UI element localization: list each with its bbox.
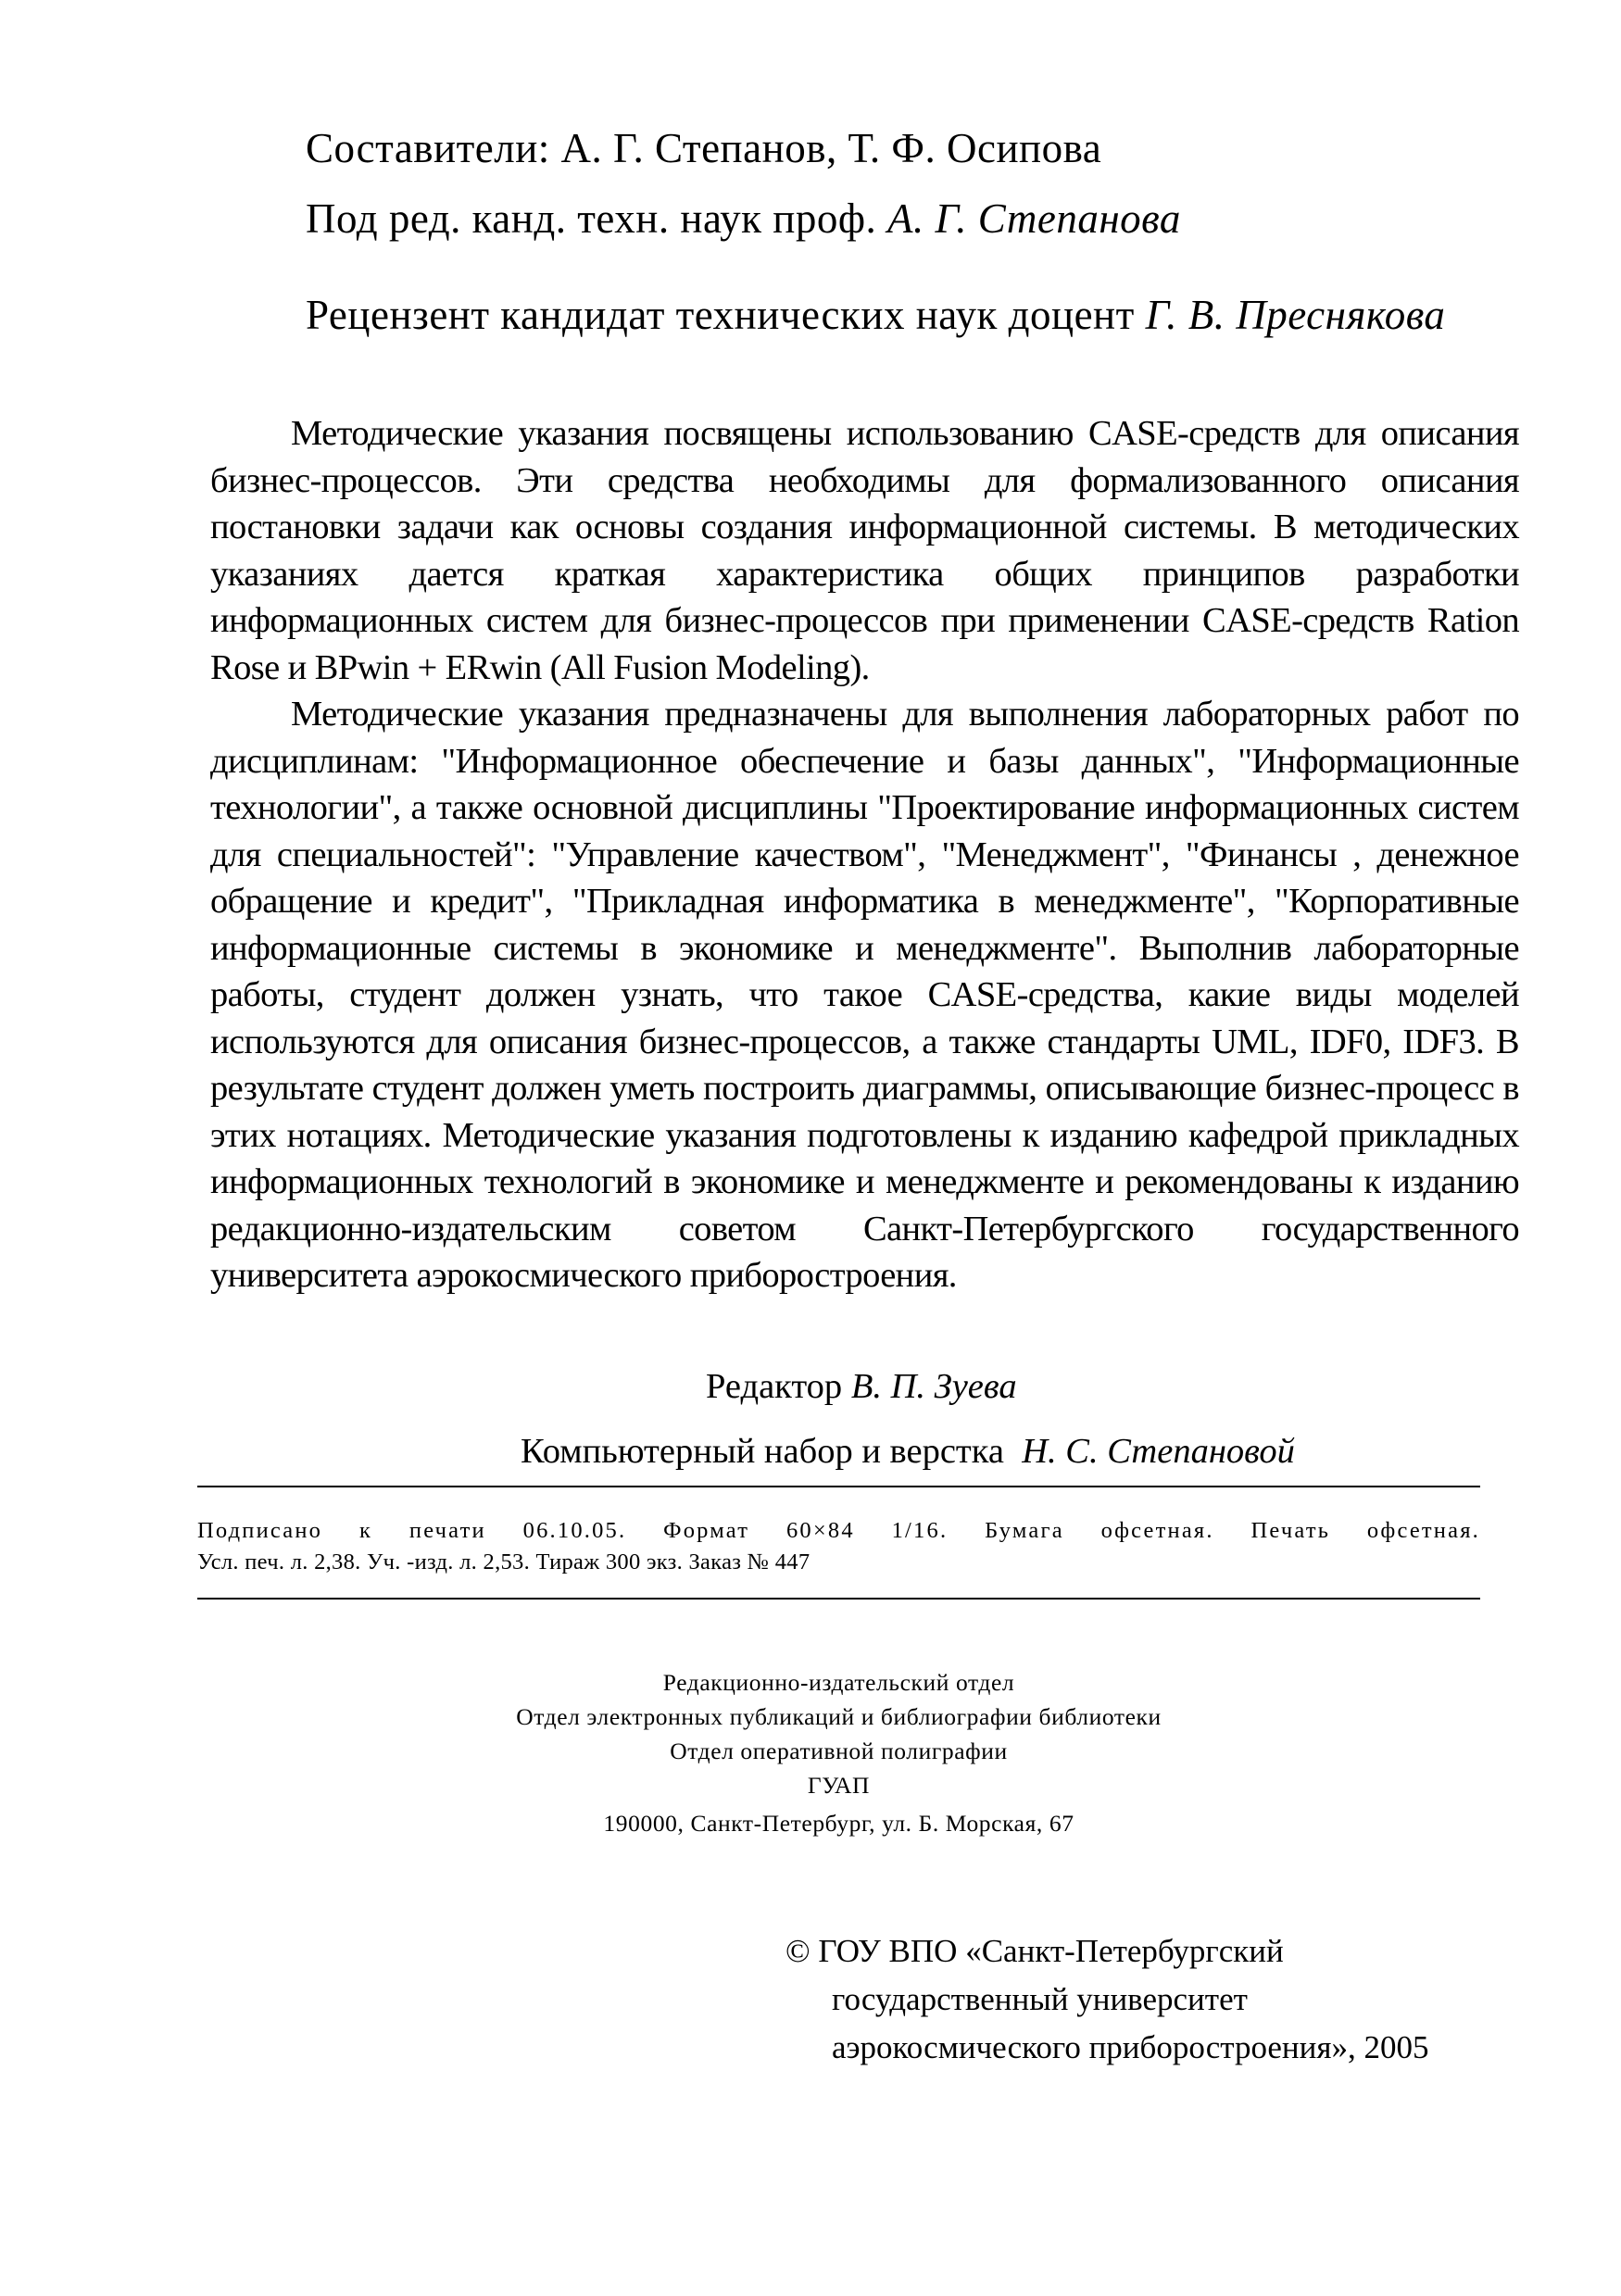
- editor-credit-prefix: Редактор: [706, 1367, 843, 1406]
- abstract-paragraph-1: Методические указания посвящены использованию CASE-средств для описания бизнес-процессов. Эти средства необходимы для формализованного описания постановки задачи как основы создания информационной системы. В методических указаниях дается краткая характеристика общих принципов разработки информационных систем для бизнес-процессов при применении CASE-средств Ration Rose и BPwin + ERwin (All Fusion Modeling).: [210, 414, 1519, 687]
- reviewer-line: [306, 280, 1510, 350]
- copyright-line-2: государственный университет: [832, 1981, 1248, 2017]
- imprint-line-1: Подписано к печати 06.10.05. Формат 60×84 1/16. Бумага офсетная. Печать офсетная.: [197, 1518, 1480, 1543]
- copyright-line-1: © ГОУ ВПО «Санкт-Петербургский: [785, 1933, 1284, 1969]
- compilers-line: Составители: А. Г. Степанов, Т. Ф. Осипова: [306, 125, 1102, 171]
- editor-credit-name: В. П. Зуева: [850, 1367, 1017, 1406]
- imprint-block: [197, 1515, 1480, 1578]
- credits-block: [306, 113, 1510, 350]
- imprint-top-divider: [197, 1486, 1480, 1487]
- reviewer-prefix: Рецензент кандидат технических наук доцент: [306, 292, 1135, 338]
- publisher-block: [197, 1665, 1480, 1840]
- imprint-line-2: Усл. печ. л. 2,38. Уч. -изд. л. 2,53. Тираж 300 экз. Заказ № 447: [197, 1549, 810, 1575]
- editor-prefix: Под ред. канд. техн. наук проф.: [306, 195, 877, 242]
- imprint-bottom-divider: [197, 1598, 1480, 1600]
- publisher-dept-3: Отдел оперативной полиграфии: [670, 1738, 1008, 1764]
- editor-credit: [210, 1354, 1519, 1419]
- editor-line: [306, 183, 1510, 254]
- publisher-dept-2: Отдел электронных публикаций и библиографии библиотеки: [516, 1703, 1162, 1730]
- abstract: [210, 410, 1519, 1299]
- publisher-org: ГУАП: [807, 1772, 871, 1799]
- reviewer-name: Г. В. Преснякова: [1145, 292, 1446, 338]
- editors-block: [210, 1354, 1519, 1484]
- editor-name: А. Г. Степанова: [887, 195, 1181, 242]
- abstract-paragraph-2: Методические указания предназначены для выполнения лабораторных работ по дисциплинам: "Информационное обеспечение и базы данных", "Информационные технологии", а также основной дисциплины "Проектирование информационных систем для специальностей": "Управление качеством", "Менеджмент", "Финансы , денежное обращение и кредит", "Прикладная информатика в менеджменте", "Корпоративные информационные системы в экономике и менеджменте". Выполнив лабораторные работы, студент должен узнать, что такое CASE-средства, какие виды моделей используются для описания бизнес-процессов, а также стандарты UML, IDF0, IDF3. В результате студент должен уметь построить диаграммы, описывающие бизнес-процесс в этих нотациях. Методические указания подготовлены к изданию кафедрой прикладных информационных технологий в экономике и менеджменте и рекомендованы к изданию редакционно-издательским советом Санкт-Петербургского государственного университета аэрокосмического приборостроения.: [210, 695, 1519, 1295]
- publisher-address: 190000, Санкт-Петербург, ул. Б. Морская, 67: [603, 1810, 1074, 1837]
- layout-credit-prefix: Компьютерный набор и верстка: [521, 1432, 1004, 1471]
- layout-credit-name: Н. С. Степановой: [1022, 1432, 1295, 1471]
- layout-credit: [210, 1419, 1519, 1484]
- copyright-line-3: аэрокосмического приборостроения», 2005: [832, 2029, 1429, 2065]
- copyright-block: [785, 1927, 1573, 2072]
- publisher-dept-1: Редакционно-издательский отдел: [662, 1669, 1015, 1696]
